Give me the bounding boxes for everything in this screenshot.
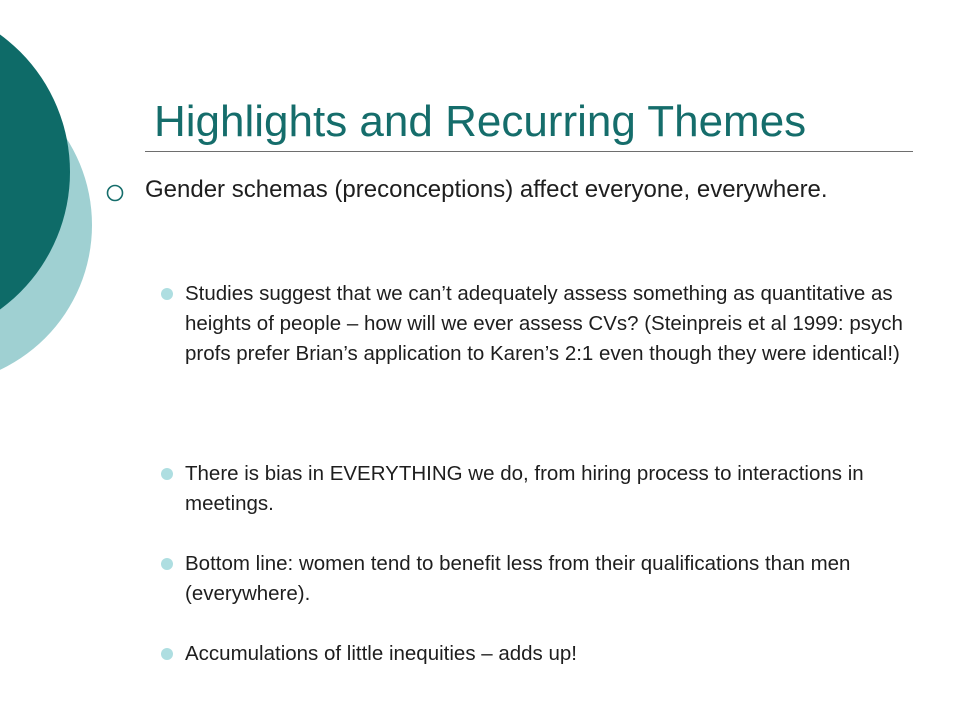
- filled-circle-bullet-icon: [161, 288, 173, 300]
- filled-circle-bullet-icon: [161, 648, 173, 660]
- decorative-circles: [0, 0, 120, 400]
- sub-bullet-text: Studies suggest that we can’t adequately assess something as quantitative as heights of people – how will we ever assess CVs? (Steinpreis et al 1999: psych profs prefer Brian’s application to Karen’s 2:1 even though they were identical!): [185, 282, 903, 365]
- title-underline: [145, 151, 913, 152]
- sub-bullet-text: Accumulations of little inequities – adds up!: [185, 642, 578, 665]
- sub-bullet-text: Bottom line: women tend to benefit less from their qualifications than men (everywhere).: [185, 552, 851, 605]
- filled-circle-bullet-icon: [161, 558, 173, 570]
- filled-circle-bullet-icon: [161, 468, 173, 480]
- main-bullet-text: Gender schemas (preconceptions) affect everyone, everywhere.: [145, 176, 828, 203]
- slide-title: Highlights and Recurring Themes: [154, 97, 807, 146]
- sub-bullet-text: There is bias in EVERYTHING we do, from hiring process to interactions in meetings.: [185, 462, 864, 515]
- hollow-circle-bullet-icon: [105, 183, 125, 203]
